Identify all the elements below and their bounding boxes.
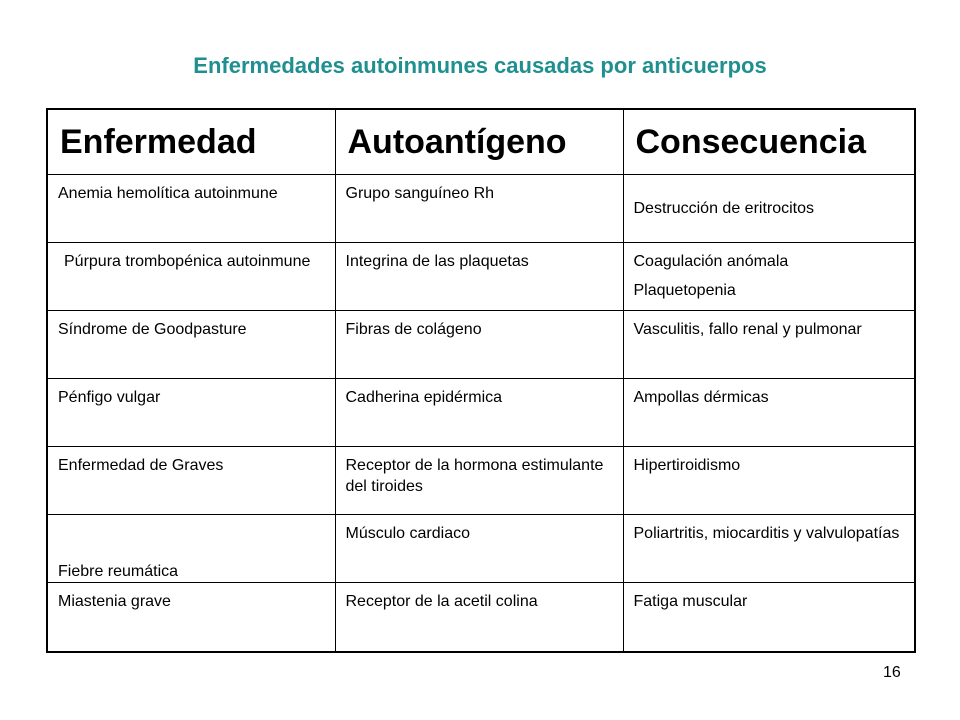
table-row bbox=[47, 311, 915, 379]
autoantigen-cell: Fibras de colágeno bbox=[335, 311, 623, 379]
consequence-cell: Fatiga muscular bbox=[623, 583, 915, 652]
disease-cell: Fiebre reumática bbox=[47, 515, 335, 583]
header-autoantigeno: Autoantígeno bbox=[335, 109, 623, 175]
autoantigen-cell: Cadherina epidérmica bbox=[335, 379, 623, 447]
header-consecuencia: Consecuencia bbox=[623, 109, 915, 175]
table-row bbox=[47, 447, 915, 515]
autoantigen-cell: Músculo cardiaco bbox=[335, 515, 623, 583]
disease-cell: Pénfigo vulgar bbox=[47, 379, 335, 447]
autoantigen-cell: Receptor de la acetil colina bbox=[335, 583, 623, 652]
disease-cell: Anemia hemolítica autoinmune bbox=[47, 175, 335, 243]
page-number: 16 bbox=[883, 664, 901, 681]
consequence-cell bbox=[623, 243, 915, 311]
consequence-cell: Ampollas dérmicas bbox=[623, 379, 915, 447]
table-row bbox=[47, 515, 915, 583]
autoantigen-cell: Grupo sanguíneo Rh bbox=[335, 175, 623, 243]
disease-cell: Miastenia grave bbox=[47, 583, 335, 652]
table-row bbox=[47, 175, 915, 243]
consequence-cell: Vasculitis, fallo renal y pulmonar bbox=[623, 311, 915, 379]
consequence-cell: Poliartritis, miocarditis y valvulopatías bbox=[623, 515, 915, 583]
consequence-cell: Destrucción de eritrocitos bbox=[623, 175, 915, 243]
autoimmune-diseases-table bbox=[46, 108, 916, 653]
consequence-line-1: Coagulación anómala bbox=[633, 253, 789, 270]
header-enfermedad: Enfermedad bbox=[47, 109, 335, 175]
table-row bbox=[47, 379, 915, 447]
slide-title: Enfermedades autoinmunes causadas por anticuerpos bbox=[193, 53, 767, 78]
consequence-line-2: Plaquetopenia bbox=[633, 282, 736, 299]
disease-cell: Síndrome de Goodpasture bbox=[47, 311, 335, 379]
table-row bbox=[47, 583, 915, 652]
table-row bbox=[47, 243, 915, 311]
autoantigen-cell: Receptor de la hormona estimulante del tiroides bbox=[335, 447, 623, 515]
autoantigen-cell: Integrina de las plaquetas bbox=[335, 243, 623, 311]
disease-cell: Púrpura trombopénica autoinmune bbox=[47, 243, 335, 311]
consequence-cell: Hipertiroidismo bbox=[623, 447, 915, 515]
table-header-row bbox=[47, 109, 915, 175]
disease-cell: Enfermedad de Graves bbox=[47, 447, 335, 515]
